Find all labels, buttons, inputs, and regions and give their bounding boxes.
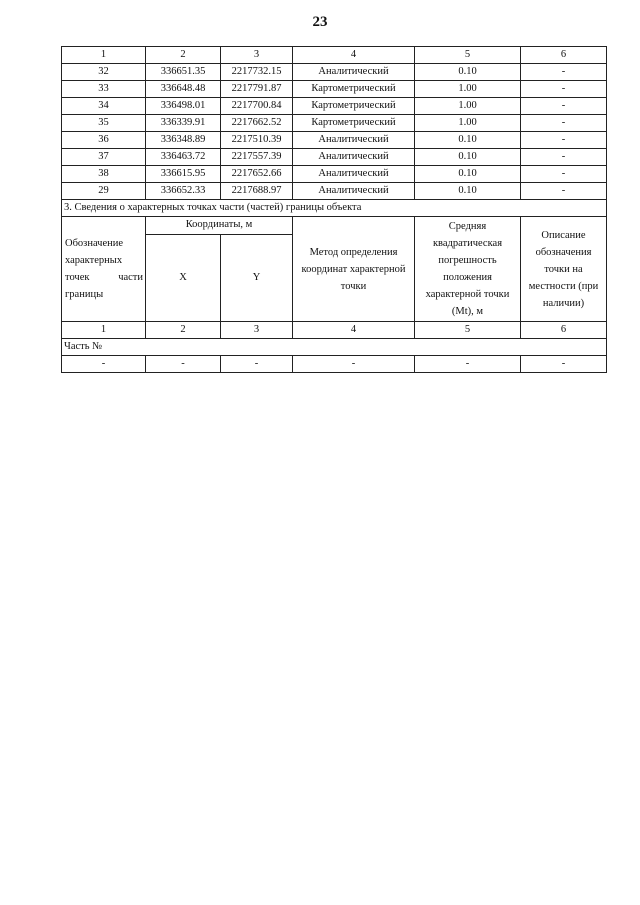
table-cell: 336648.48 xyxy=(146,81,221,98)
header-cell: 6 xyxy=(521,47,607,64)
table-cell: Аналитический xyxy=(293,166,415,183)
col-y: Y xyxy=(221,234,293,321)
table-cell: - xyxy=(521,64,607,81)
table-cell: 1.00 xyxy=(415,81,521,98)
table-cell: Аналитический xyxy=(293,149,415,166)
table-cell: 2217662.52 xyxy=(221,115,293,132)
table-cell: 35 xyxy=(62,115,146,132)
col-designation: Обозначение характерных точек части границы xyxy=(62,217,146,322)
table-cell: 336348.89 xyxy=(146,132,221,149)
table-cell: - xyxy=(521,183,607,200)
part-label: Часть № xyxy=(62,339,607,356)
header-cell: 5 xyxy=(415,47,521,64)
table-cell: 336652.33 xyxy=(146,183,221,200)
table-row xyxy=(62,81,607,98)
number-cell: 2 xyxy=(146,322,221,339)
table-cell: - xyxy=(521,132,607,149)
table-cell: 37 xyxy=(62,149,146,166)
col-x: X xyxy=(146,234,221,321)
empty-cell: - xyxy=(293,356,415,373)
empty-cell: - xyxy=(62,356,146,373)
table-cell: Картометрический xyxy=(293,81,415,98)
col-error: Средняя квадратическая погрешность положения характерной точки (Mt), м xyxy=(415,217,521,322)
number-cell: 4 xyxy=(293,322,415,339)
part-label-row xyxy=(62,339,607,356)
col-description: Описание обозначения точки на местности (при наличии) xyxy=(521,217,607,322)
table-cell: Аналитический xyxy=(293,132,415,149)
empty-cell: - xyxy=(146,356,221,373)
table-row xyxy=(62,166,607,183)
section-title-row xyxy=(62,200,607,217)
table-cell: 1.00 xyxy=(415,98,521,115)
table-cell: 0.10 xyxy=(415,64,521,81)
table-row xyxy=(62,149,607,166)
table-cell: 0.10 xyxy=(415,132,521,149)
table-cell: 336651.35 xyxy=(146,64,221,81)
table-cell: 2217688.97 xyxy=(221,183,293,200)
table-cell: 2217510.39 xyxy=(221,132,293,149)
section-title: 3. Сведения о характерных точках части (частей) границы объекта xyxy=(62,200,607,217)
empty-cell: - xyxy=(521,356,607,373)
header-cell: 3 xyxy=(221,47,293,64)
table-cell: 2217652.66 xyxy=(221,166,293,183)
table-cell: 336339.91 xyxy=(146,115,221,132)
section-header-row-1 xyxy=(62,217,607,235)
table-cell: 38 xyxy=(62,166,146,183)
table-row xyxy=(62,64,607,81)
number-cell: 5 xyxy=(415,322,521,339)
table-row xyxy=(62,115,607,132)
header-cell: 4 xyxy=(293,47,415,64)
number-cell: 3 xyxy=(221,322,293,339)
boundary-points-table xyxy=(61,46,607,373)
empty-row xyxy=(62,356,607,373)
table-cell: 2217732.15 xyxy=(221,64,293,81)
table-cell: 0.10 xyxy=(415,149,521,166)
table-cell: - xyxy=(521,166,607,183)
table-cell: Картометрический xyxy=(293,98,415,115)
table-cell: 33 xyxy=(62,81,146,98)
table-row xyxy=(62,132,607,149)
page-number: 23 xyxy=(312,14,328,30)
table-cell: 336463.72 xyxy=(146,149,221,166)
table-cell: Аналитический xyxy=(293,183,415,200)
table-cell: 2217700.84 xyxy=(221,98,293,115)
table-cell: 2217791.87 xyxy=(221,81,293,98)
table-cell: 0.10 xyxy=(415,166,521,183)
table-cell: 32 xyxy=(62,64,146,81)
table-cell: - xyxy=(521,149,607,166)
table-cell: 336498.01 xyxy=(146,98,221,115)
table-cell: 2217557.39 xyxy=(221,149,293,166)
table-cell: 1.00 xyxy=(415,115,521,132)
table-cell: 29 xyxy=(62,183,146,200)
col-coordinates: Координаты, м xyxy=(146,217,293,235)
number-cell: 1 xyxy=(62,322,146,339)
table-cell: 34 xyxy=(62,98,146,115)
header-cell: 2 xyxy=(146,47,221,64)
table-header-numbers xyxy=(62,47,607,64)
header-cell: 1 xyxy=(62,47,146,64)
table-cell: Аналитический xyxy=(293,64,415,81)
table-cell: - xyxy=(521,115,607,132)
col-method: Метод определения координат характерной точки xyxy=(293,217,415,322)
table-row xyxy=(62,98,607,115)
table-cell: 336615.95 xyxy=(146,166,221,183)
empty-cell: - xyxy=(415,356,521,373)
table-cell: 0.10 xyxy=(415,183,521,200)
table-row xyxy=(62,183,607,200)
table-cell: 36 xyxy=(62,132,146,149)
section-numbers-row xyxy=(62,322,607,339)
number-cell: 6 xyxy=(521,322,607,339)
table-cell: - xyxy=(521,81,607,98)
table-cell: - xyxy=(521,98,607,115)
table-cell: Картометрический xyxy=(293,115,415,132)
empty-cell: - xyxy=(221,356,293,373)
